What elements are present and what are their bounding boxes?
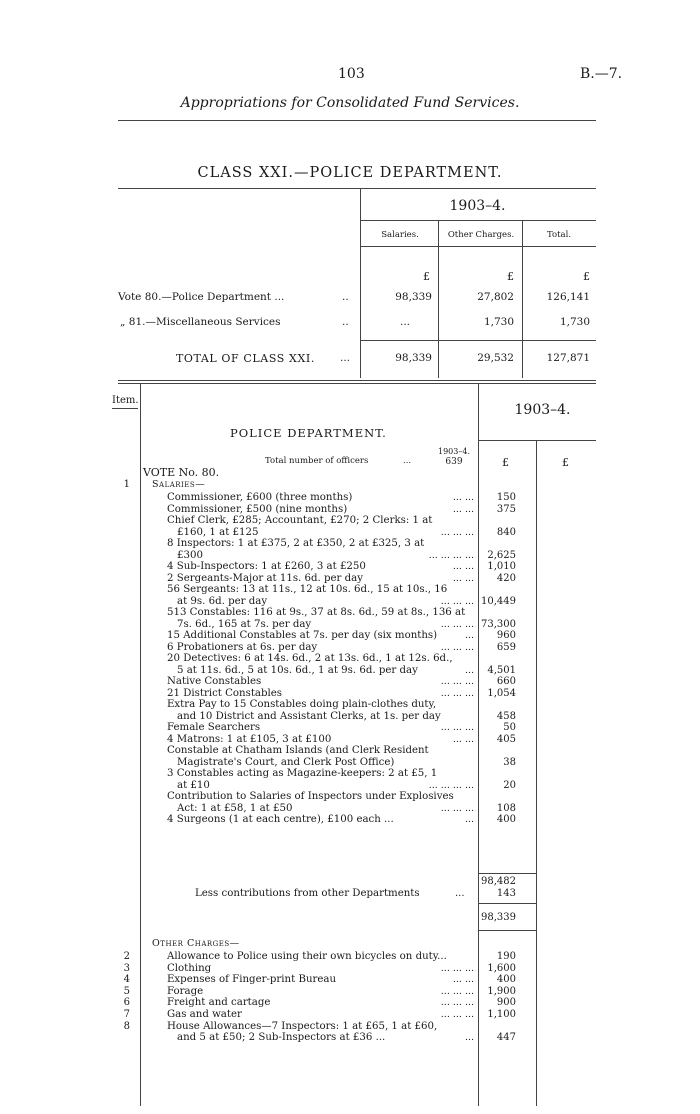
salary-line-text: 21 District Constables [167, 687, 283, 699]
total-officers-year-label: 1903–4. [438, 447, 470, 456]
salary-line-text: 4 Sub-Inspectors: 1 at £260, 3 at £250 [167, 561, 366, 572]
salary-line-amount: 50 [503, 722, 516, 733]
salary-line-text: Constable at Chatham Islands (and Clerk Resident [167, 745, 429, 756]
page-subtitle: Appropriations for Consolidated Fund Services. [180, 95, 520, 111]
salary-line-dots: ... ... ... [440, 802, 474, 814]
summary-total-total: 127,871 [546, 352, 590, 364]
other-charges-heading: Other Charges— [152, 938, 240, 949]
other-charge-amount: 190 [496, 951, 516, 962]
item-number: 1 [123, 479, 130, 490]
salary-line-dots: ... ... [452, 561, 474, 572]
salary-line-text: 2 Sergeants-Major at 11s. 6d. per day [167, 572, 364, 584]
item-number: 2 [123, 951, 130, 962]
summary-bottom-rule [118, 380, 596, 381]
salary-line-text: Female Searchers [167, 722, 261, 733]
other-charge-text: and 5 at £50; 2 Sub-Inspectors at £36 ... [177, 1032, 386, 1044]
summary-row-label: „ 81.—Miscellaneous Services [120, 316, 281, 328]
salary-line-dots: ... ... ... [440, 526, 474, 538]
salary-line-text: 7s. 6d., 165 at 7s. per day [177, 618, 312, 630]
less-contributions-dots: ... [455, 888, 465, 899]
detail-currency-1: £ [502, 456, 509, 469]
salary-line-amount: 2,625 [487, 549, 516, 561]
summary-bottom-rule-2 [118, 383, 596, 384]
salary-line-dots: ... ... ... [440, 687, 474, 699]
salary-line-text: at £10 [177, 779, 210, 791]
subtotal-rule [478, 873, 536, 874]
salary-line-dots: ... ... ... [440, 595, 474, 607]
salaries-subtotal: 98,482 [481, 876, 516, 887]
salary-line-text: 5 at 11s. 6d., 5 at 10s. 6d., 1 at 9s. 6d. per day [177, 664, 418, 676]
col-divider-1 [438, 220, 439, 378]
salary-line-text: Magistrate's Court, and Clerk Post Office) [177, 756, 395, 768]
class-title: CLASS XXI.—POLICE DEPARTMENT. [197, 165, 503, 181]
less-contributions-label: Less contributions from other Departments [195, 888, 420, 899]
other-charge-text: Expenses of Finger-print Bureau [167, 974, 337, 986]
summary-top-rule [118, 188, 596, 189]
summary-row-salaries: 98,339 [395, 291, 432, 303]
total-officers-year [438, 447, 470, 467]
salary-line-dots: ... ... ... [440, 722, 474, 733]
item-number: 4 [123, 974, 130, 986]
total-officers-label: Total number of officers [265, 456, 369, 466]
salary-line-text: 3 Constables acting as Magazine-keepers: 2 at £5, 1 [167, 768, 438, 779]
salary-line-amount: 420 [496, 572, 516, 584]
summary-row-other: 27,802 [477, 291, 514, 303]
summary-row-label: Vote 80.—Police Department ... [118, 291, 285, 303]
other-charge-dots: ... ... ... [440, 985, 474, 997]
total-officers-dots: ... [403, 456, 412, 466]
other-charge-dots: ... [464, 1032, 474, 1044]
item-header-rule [112, 408, 138, 409]
other-charge-text: Forage [167, 985, 204, 997]
document-reference: B.—7. [580, 66, 623, 82]
salary-line-text: Native Constables [167, 676, 262, 687]
currency-total: £ [583, 270, 590, 283]
salary-line-amount: 960 [496, 630, 516, 641]
summary-row-dots: .. [342, 291, 349, 303]
salary-line-dots: ... ... ... ... [428, 549, 474, 561]
other-charge-amount: 1,900 [487, 985, 516, 997]
salary-line-amount: 38 [503, 756, 516, 768]
salary-line-amount: 4,501 [487, 664, 516, 676]
col-salaries-header: Salaries. [381, 230, 419, 240]
detail-year: 1903–4. [514, 402, 571, 418]
summary-total-dots: ... [340, 352, 351, 364]
other-charge-text: Freight and cartage [167, 997, 271, 1009]
summary-row-total: 126,141 [546, 291, 590, 303]
currency-other: £ [507, 270, 514, 283]
item-column-header: Item. [112, 395, 139, 406]
summary-row-other: 1,730 [483, 316, 514, 328]
detail-currency-2: £ [562, 456, 569, 469]
salary-line-amount: 400 [496, 814, 516, 825]
other-charge-amount: 900 [496, 997, 516, 1009]
other-charge-text: Allowance to Police using their own bicycles on duty... [167, 951, 447, 962]
other-charge-dots: ... ... [452, 974, 474, 986]
salary-line-text: 15 Additional Constables at 7s. per day (six months) [167, 630, 438, 641]
salary-line-text: at 9s. 6d. per day [177, 595, 268, 607]
salary-line-text: Act: 1 at £58, 1 at £50 [177, 802, 293, 814]
summary-row-salaries: ... [399, 316, 410, 328]
detail-title: POLICE DEPARTMENT. [230, 426, 387, 440]
currency-salaries: £ [423, 270, 430, 283]
salary-line-dots: ... ... [452, 572, 474, 584]
salary-line-dots: ... [464, 814, 474, 825]
item-number: 8 [123, 1020, 130, 1032]
other-charge-amount: 1,600 [487, 962, 516, 974]
salary-line-text: £300 [177, 549, 203, 561]
salary-line-amount: 405 [496, 733, 516, 745]
summary-year: 1903–4. [449, 198, 506, 214]
other-charge-amount: 1,100 [487, 1009, 516, 1020]
col-total-header: Total. [546, 230, 572, 240]
salary-line-text: 56 Sergeants: 13 at 11s., 12 at 10s. 6d., 15 at 10s., 16 [167, 584, 448, 595]
item-number: 6 [123, 997, 130, 1009]
summary-year-rule [360, 220, 596, 221]
item-column-rule [140, 384, 141, 1106]
salary-line-text: 4 Surgeons (1 at each centre), £100 each ... [167, 814, 394, 825]
salary-line-amount: 10,449 [481, 595, 516, 607]
salary-line-dots: ... ... ... [440, 641, 474, 653]
total-column-rule [536, 440, 537, 1106]
detail-year-rule [478, 440, 596, 441]
other-charge-amount: 400 [496, 974, 516, 986]
salary-line-text: £160, 1 at £125 [177, 526, 259, 538]
salary-line-amount: 1,054 [487, 687, 516, 699]
salary-line-amount: 458 [496, 710, 516, 722]
salary-line-dots: ... [464, 664, 474, 676]
col-other-header: Other Charges. [447, 230, 515, 240]
salary-line-dots: ... ... ... [440, 618, 474, 630]
other-charge-dots: ... ... ... [440, 997, 474, 1009]
salary-line-text: Commissioner, £600 (three months) [167, 492, 353, 503]
other-charge-text: House Allowances—7 Inspectors: 1 at £65, 1 at £60, [167, 1020, 438, 1032]
salary-line-amount: 840 [496, 526, 516, 538]
salary-line-dots: ... [464, 630, 474, 641]
salary-line-text: Chief Clerk, £285; Accountant, £270; 2 Clerks: 1 at [167, 515, 433, 526]
salaries-heading: Salaries— [152, 479, 206, 490]
item-number: 5 [123, 985, 130, 997]
vote-number: VOTE No. 80. [143, 466, 220, 479]
other-charge-amount: 447 [496, 1032, 516, 1044]
salary-line-amount: 20 [503, 779, 516, 791]
summary-total-salaries: 98,339 [395, 352, 432, 364]
net-salaries: 98,339 [481, 912, 516, 923]
col-divider-2 [522, 220, 523, 378]
header-rule [118, 120, 596, 121]
salary-line-text: 8 Inspectors: 1 at £375, 2 at £350, 2 at £325, 3 at [167, 538, 425, 549]
salary-line-amount: 1,010 [487, 561, 516, 572]
summary-total-label: TOTAL OF CLASS XXI. [176, 352, 315, 365]
net-rule [478, 903, 536, 904]
summary-divider [360, 188, 361, 378]
salary-line-text: 6 Probationers at 6s. per day [167, 641, 318, 653]
other-charge-dots: ... ... ... [440, 962, 474, 974]
salary-line-amount: 108 [496, 802, 516, 814]
other-charge-text: Gas and water [167, 1009, 242, 1020]
item-number: 7 [123, 1009, 130, 1020]
salary-line-text: Contribution to Salaries of Inspectors under Explosives [167, 791, 454, 802]
salary-line-text: Extra Pay to 15 Constables doing plain-clothes duty, [167, 699, 437, 710]
salary-line-dots: ... ... [452, 733, 474, 745]
salary-line-amount: 150 [496, 492, 516, 503]
salary-line-dots: ... ... ... [440, 676, 474, 687]
item-number: 3 [123, 962, 130, 974]
salary-line-text: and 10 District and Assistant Clerks, at 1s. per day [177, 710, 441, 722]
total-officers-value: 639 [445, 457, 463, 467]
less-contributions-amount: 143 [496, 888, 516, 899]
other-charge-dots: ... ... ... [440, 1009, 474, 1020]
salary-line-amount: 660 [496, 676, 516, 687]
summary-total-rule [360, 340, 596, 341]
other-charge-text: Clothing [167, 962, 212, 974]
summary-row-dots: .. [342, 316, 349, 328]
salary-line-text: 4 Matrons: 1 at £105, 3 at £100 [167, 733, 332, 745]
salary-line-amount: 73,300 [481, 618, 516, 630]
summary-row-total: 1,730 [559, 316, 590, 328]
salary-line-dots: ... ... [452, 503, 474, 515]
salary-line-text: Commissioner, £500 (nine months) [167, 503, 348, 515]
summary-total-other: 29,532 [477, 352, 514, 364]
salary-line-text: 513 Constables: 116 at 9s., 37 at 8s. 6d., 59 at 8s., 136 at [167, 607, 466, 618]
salary-line-dots: ... ... [452, 492, 474, 503]
page-number: 103 [338, 66, 365, 82]
salary-line-amount: 659 [496, 641, 516, 653]
salary-line-dots: ... ... ... ... [428, 779, 474, 791]
net-bottom-rule [478, 930, 536, 931]
salary-line-text: 20 Detectives: 6 at 14s. 6d., 2 at 13s. 6d., 1 at 12s. 6d., [167, 653, 453, 664]
salary-line-amount: 375 [496, 503, 516, 515]
summary-colhead-rule [360, 246, 596, 247]
